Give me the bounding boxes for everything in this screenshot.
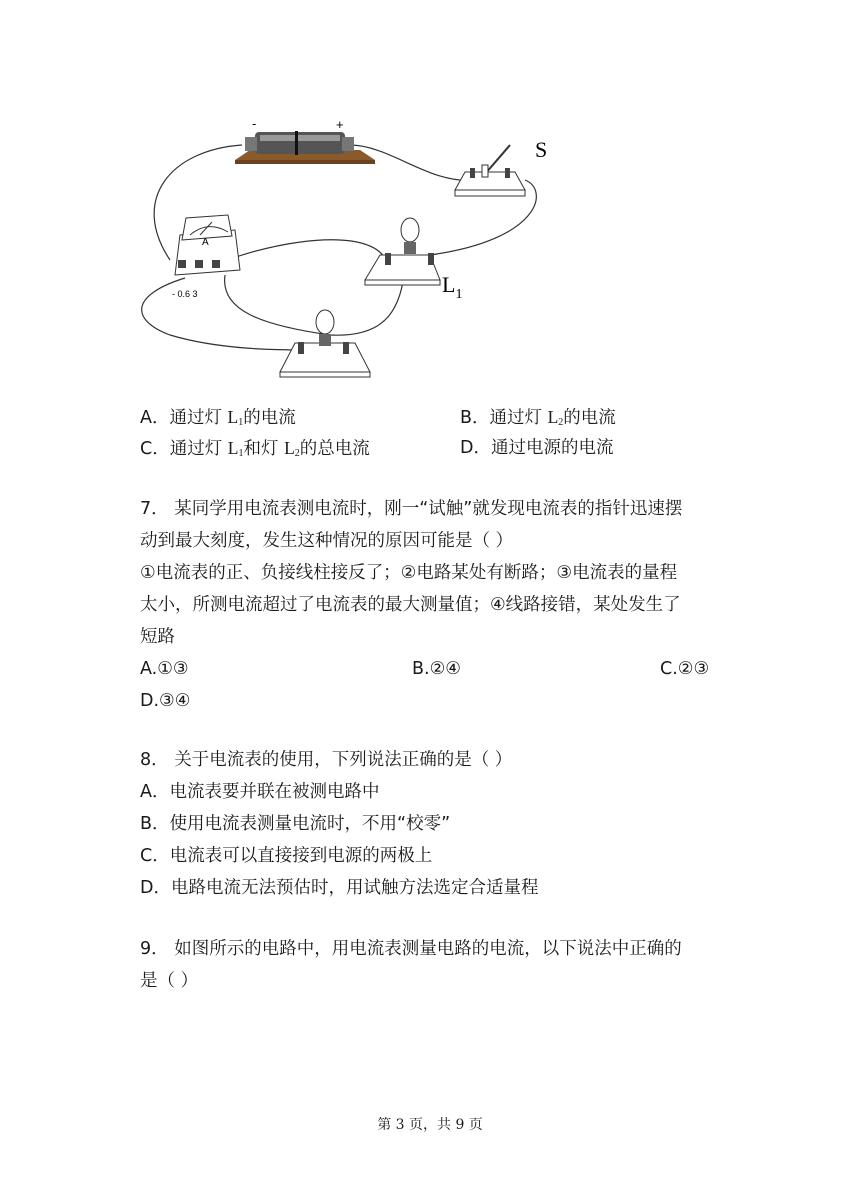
q7-option-a[interactable]: A.①③ <box>140 659 189 679</box>
lamp-l2 <box>280 310 370 377</box>
switch-label: S <box>535 137 548 162</box>
q7-option-b[interactable]: B.②④ <box>412 659 461 679</box>
q6-option-a[interactable]: A．通过灯 $L_1$的电流 <box>140 407 296 428</box>
battery-minus-label: - <box>252 116 257 131</box>
ammeter-letter: A <box>202 237 209 248</box>
q8-option-c[interactable]: C．电流表可以直接接到电源的两极上 <box>140 846 433 866</box>
battery-plus-label: + <box>336 117 344 132</box>
ammeter <box>172 215 240 299</box>
q7-option-c[interactable]: C.②③ <box>660 659 710 679</box>
q6-option-b[interactable]: B．通过灯 $L_2$的电流 <box>460 407 616 428</box>
q7-reasons-line1: ①电流表的正、负接线柱接反了；②电路某处有断路；③电流表的量程 <box>140 563 678 583</box>
q9-stem-line1: 9． 如图所示的电路中，用电流表测量电路的电流，以下说法中正确的 <box>140 939 682 959</box>
q6-option-c[interactable]: C．通过灯 $L_1$和灯 $L_2$的总电流 <box>140 438 370 459</box>
q7-reasons-line3: 短路 <box>140 627 175 647</box>
q8-stem: 8． 关于电流表的使用，下列说法正确的是（ ） <box>140 750 513 770</box>
q9-stem-line2: 是（ ） <box>140 971 199 991</box>
q7-reasons-line2: 太小，所测电流超过了电流表的最大测量值；④线路接错，某处发生了 <box>140 595 681 615</box>
q7-stem-line1: 7． 某同学用电流表测电流时，刚一“试触”就发现电流表的指针迅速摆 <box>140 499 683 519</box>
ammeter-terminal-labels: - 0.6 3 <box>172 289 198 299</box>
q7-option-d[interactable]: D.③④ <box>140 691 191 711</box>
page-footer: 第 3 页，共 9 页 <box>377 1117 483 1133</box>
q6-option-d[interactable]: D．通过电源的电流 <box>460 438 614 458</box>
q8-option-b[interactable]: B．使用电流表测量电流时，不用“校零” <box>140 814 451 834</box>
lamp1-label: $L_1$ <box>442 272 463 302</box>
battery <box>235 116 375 164</box>
q7-stem-line2: 动到最大刻度，发生这种情况的原因可能是（ ） <box>140 531 514 551</box>
circuit-diagram <box>130 110 570 385</box>
q8-option-d[interactable]: D．电路电流无法预估时，用试触方法选定合适量程 <box>140 878 539 898</box>
lamp-l1 <box>365 218 462 302</box>
q8-option-a[interactable]: A．电流表要并联在被测电路中 <box>140 782 380 802</box>
